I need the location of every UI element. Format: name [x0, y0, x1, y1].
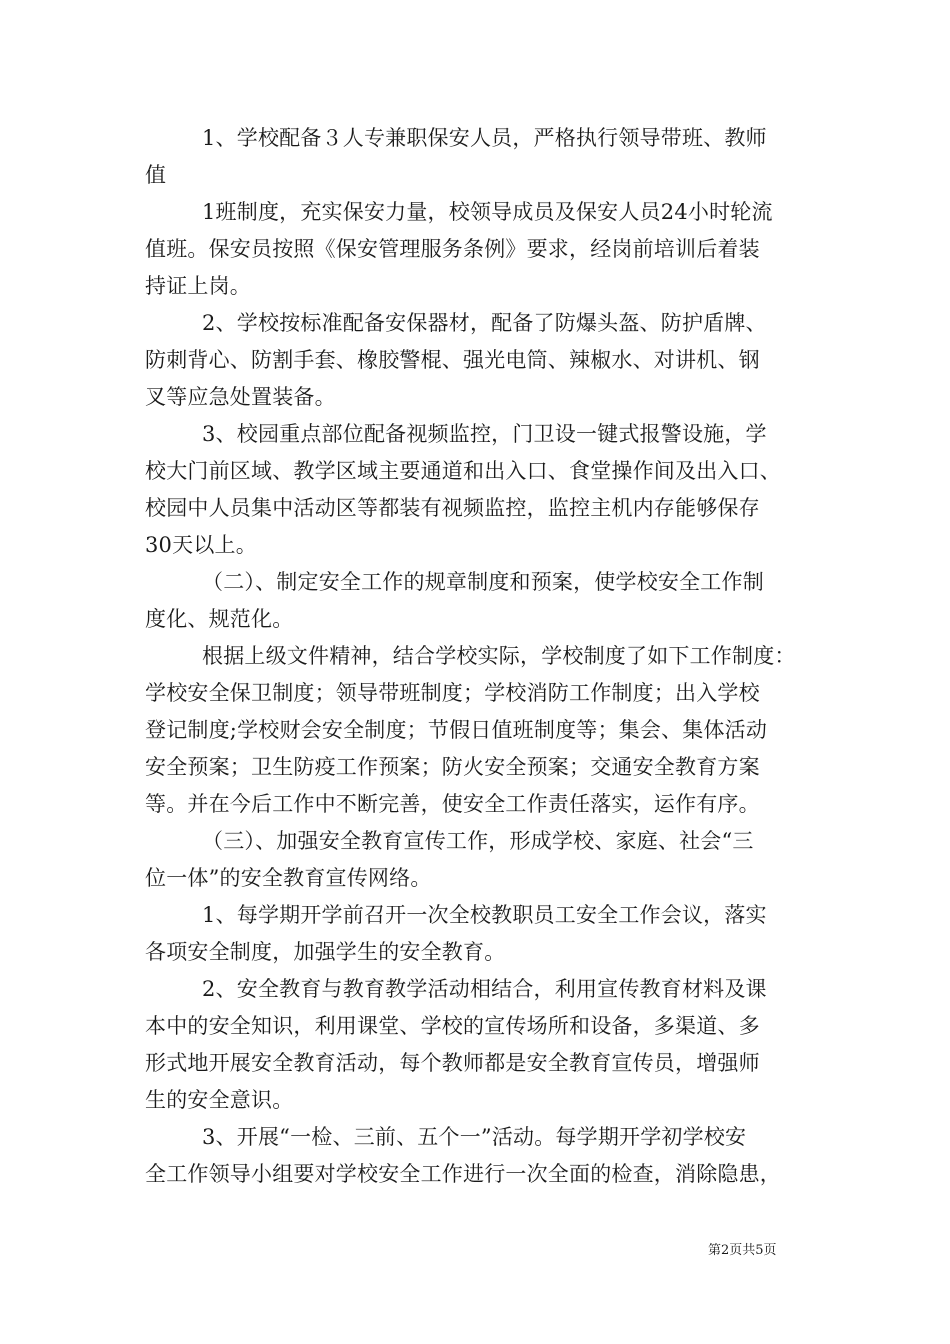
text-line: 持证上岗。	[145, 274, 251, 298]
text-line: 位一体”的安全教育宣传网络。	[145, 866, 432, 890]
text-line: 值班。保安员按照《保安管理服务条例》要求，经岗前培训后着装	[145, 237, 760, 261]
text-line: 值	[145, 163, 167, 187]
text-line: 30天以上。	[145, 533, 257, 557]
text-line: （三）、加强安全教育宣传工作，形成学校、家庭、社会“三	[202, 829, 754, 853]
text-line: 校大门前区域、教学区域主要通道和出入口、食堂操作间及出入口、	[145, 459, 781, 483]
text-line: 防刺背心、防割手套、橡胶警棍、强光电筒、辣椒水、对讲机、钢	[145, 348, 760, 372]
text-line: 1班制度，充实保安力量，校领导成员及保安人员24小时轮流	[202, 200, 773, 224]
text-line: 安全预案；卫生防疫工作预案；防火安全预案；交通安全教育方案	[145, 755, 760, 779]
text-line: 度化、规范化。	[145, 607, 294, 631]
text-line: 2、安全教育与教育教学活动相结合，利用宣传教育材料及课	[202, 977, 767, 1001]
text-line: （二）、制定安全工作的规章制度和预案，使学校安全工作制	[202, 570, 764, 594]
text-line: 校园中人员集中活动区等都装有视频监控，监控主机内存能够保存	[145, 496, 760, 520]
text-line: 叉等应急处置装备。	[145, 385, 336, 409]
text-line: 形式地开展安全教育活动，每个教师都是安全教育宣传员，增强师	[145, 1051, 760, 1075]
text-line: 全工作领导小组要对学校安全工作进行一次全面的检查，消除隐患，	[145, 1162, 781, 1186]
text-line: 2、学校按标准配备安保器材，配备了防爆头盔、防护盾牌、	[202, 311, 767, 335]
text-line: 学校安全保卫制度；领导带班制度；学校消防工作制度；出入学校	[145, 681, 760, 705]
text-line: 各项安全制度，加强学生的安全教育。	[145, 940, 506, 964]
text-line: 根据上级文件精神，结合学校实际，学校制度了如下工作制度：	[202, 644, 796, 668]
text-line: 生的安全意识。	[145, 1088, 294, 1112]
text-line: 等。并在今后工作中不断完善，使安全工作责任落实，运作有序。	[145, 792, 760, 816]
text-line: 本中的安全知识，利用课堂、学校的宣传场所和设备，多渠道、多	[145, 1014, 760, 1038]
text-line: 登记制度;学校财会安全制度；节假日值班制度等；集会、集体活动	[145, 718, 768, 742]
page-number: 第2页共5页	[708, 1243, 777, 1258]
text-line: 1、学校配备３人专兼职保安人员，严格执行领导带班、教师	[202, 126, 767, 150]
text-line: 3、开展“一检、三前、五个一”活动。每学期开学初学校安	[202, 1125, 747, 1149]
text-line: 3、校园重点部位配备视频监控，门卫设一键式报警设施，学	[202, 422, 767, 446]
text-line: 1、每学期开学前召开一次全校教职员工安全工作会议，落实	[202, 903, 767, 927]
